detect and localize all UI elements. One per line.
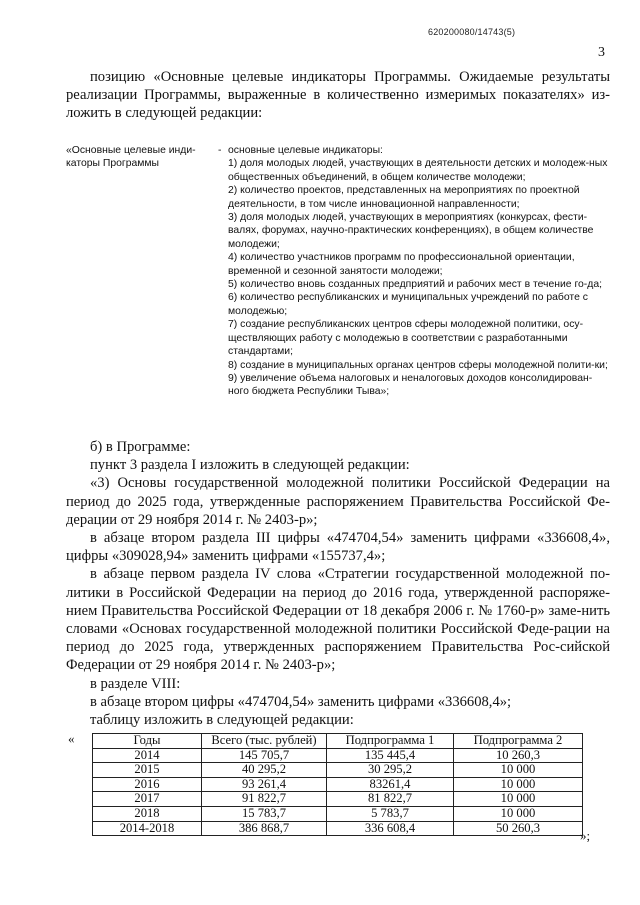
table-cell: 2016 <box>93 777 202 792</box>
section-b-paragraph: в абзаце первом раздела IV слова «Стратегии государственной молодежной по-литики в Российской Федерации на период до 2016 года, утвержденной распоряже-нием Правительства Российской Федерации от 18 декабря 2006 г. № 1760-р» заме-нить словами «Основах государственной молодежной политики Российской Феде-рации на период до 2025 года, утвержденных распоряжением Правительства Рос-сийской Федерации от 29 ноября 2014 г. № 2403-р»; <box>66 566 610 674</box>
table-close-quote: »; <box>580 828 591 843</box>
table-row <box>93 792 583 807</box>
table-cell: 2017 <box>93 792 202 807</box>
section-b-paragraph: в абзаце втором цифры «474704,54» заменить цифрами «336608,4»; <box>90 693 512 710</box>
section-b-heading: б) в Программе: <box>90 439 191 455</box>
section-b-paragraph: «3) Основы государственной молодежной политики Российской Федерации на период до 2025 года, утвержденные распоряжением Правительства Российской Фе-дерации от 29 ноября 2014 г. № 2403-р»; <box>66 475 610 528</box>
table-row <box>93 777 583 792</box>
table-header-cell: Подпрограмма 2 <box>454 734 583 749</box>
table-open-quote: « <box>68 731 75 746</box>
table-row <box>93 748 583 763</box>
indicator-item: 1) доля молодых людей, участвующих в деятельности детских и молодеж-ных общественных объединений, в общем количестве молодежи; <box>228 158 608 183</box>
table-row <box>93 806 583 821</box>
table-cell: 336 608,4 <box>327 821 454 836</box>
indicators-label: «Основные целевые инди-каторы Программы <box>66 145 196 170</box>
indicator-item: 5) количество вновь созданных предприятий и рабочих мест в течение го-да; <box>228 279 602 291</box>
section-b-paragraph: в абзаце втором раздела III цифры «474704,54» заменить цифрами «336608,4», цифры «309028,94» заменить цифрами «155737,4»; <box>66 530 610 565</box>
page-number: 3 <box>598 45 605 60</box>
table-cell: 91 822,7 <box>202 792 327 807</box>
table-cell: 50 260,3 <box>454 821 583 836</box>
table-cell: 386 868,7 <box>202 821 327 836</box>
table-header-cell: Всего (тыс. рублей) <box>202 734 327 749</box>
section-b-paragraph: пункт 3 раздела I изложить в следующей редакции: <box>90 457 410 474</box>
table-cell: 83261,4 <box>327 777 454 792</box>
intro-text: позицию «Основные целевые индикаторы Программы. Ожидаемые результаты реализации Программы, выраженные в количественно измеримых показателях» из-ложить в следующей редакции: <box>66 69 610 122</box>
indicator-item: основные целевые индикаторы: <box>228 145 383 156</box>
table-row <box>93 821 583 836</box>
table-cell: 10 000 <box>454 806 583 821</box>
table-cell: 93 261,4 <box>202 777 327 792</box>
indicator-item: 3) доля молодых людей, участвующих в мероприятиях (конкурсах, фести-валях, форумах, научно-практических конференциях), в общем количестве молодежи; <box>228 212 594 250</box>
table-cell: 2018 <box>93 806 202 821</box>
table-cell: 30 295,2 <box>327 763 454 778</box>
indicator-item: 9) увеличение объема налоговых и неналоговых доходов консолидирован-ного бюджета Республики Тыва»; <box>228 372 593 398</box>
table-cell: 40 295,2 <box>202 763 327 778</box>
indicator-item: 6) количество республиканских и муниципальных учреждений по работе с молодежью; <box>228 292 588 317</box>
finance-table <box>92 733 583 836</box>
indicator-item: 2) количество проектов, представленных на мероприятиях по проектной деятельности, в том числе инновационной направленности; <box>228 185 580 210</box>
table-header-cell: Годы <box>93 734 202 749</box>
document-code: 620200080/14743(5) <box>428 27 516 37</box>
table-cell: 10 260,3 <box>454 748 583 763</box>
table-cell: 15 783,7 <box>202 806 327 821</box>
table-row <box>93 763 583 778</box>
table-cell: 2014 <box>93 748 202 763</box>
table-cell: 10 000 <box>454 777 583 792</box>
table-cell: 5 783,7 <box>327 806 454 821</box>
section-b <box>66 438 610 729</box>
table-header-row <box>93 734 583 749</box>
indicators-list <box>228 144 608 399</box>
indicator-item: 8) создание в муниципальных органах центров сферы молодежной полити-ки; <box>228 359 608 371</box>
table-cell: 135 445,4 <box>327 748 454 763</box>
intro-paragraph <box>66 68 610 123</box>
indicator-item: 4) количество участников программ по профессиональной ориентации, временной и сезонной занятости молодежи; <box>228 252 575 277</box>
indicator-item: 7) создание республиканских центров сферы молодежной политики, осу-ществляющих работу с молодежью в соответствии с разработанными стандартами; <box>228 319 584 358</box>
table-cell: 81 822,7 <box>327 792 454 807</box>
table-header-cell: Подпрограмма 1 <box>327 734 454 749</box>
table-cell: 2015 <box>93 763 202 778</box>
section-b-paragraph: в разделе VIII: <box>90 675 181 692</box>
indicators-dash: - <box>218 145 222 156</box>
table-cell: 145 705,7 <box>202 748 327 763</box>
table-cell: 10 000 <box>454 792 583 807</box>
section-b-paragraph: таблицу изложить в следующей редакции: <box>90 712 354 729</box>
table-cell: 10 000 <box>454 763 583 778</box>
table-cell: 2014-2018 <box>93 821 202 836</box>
